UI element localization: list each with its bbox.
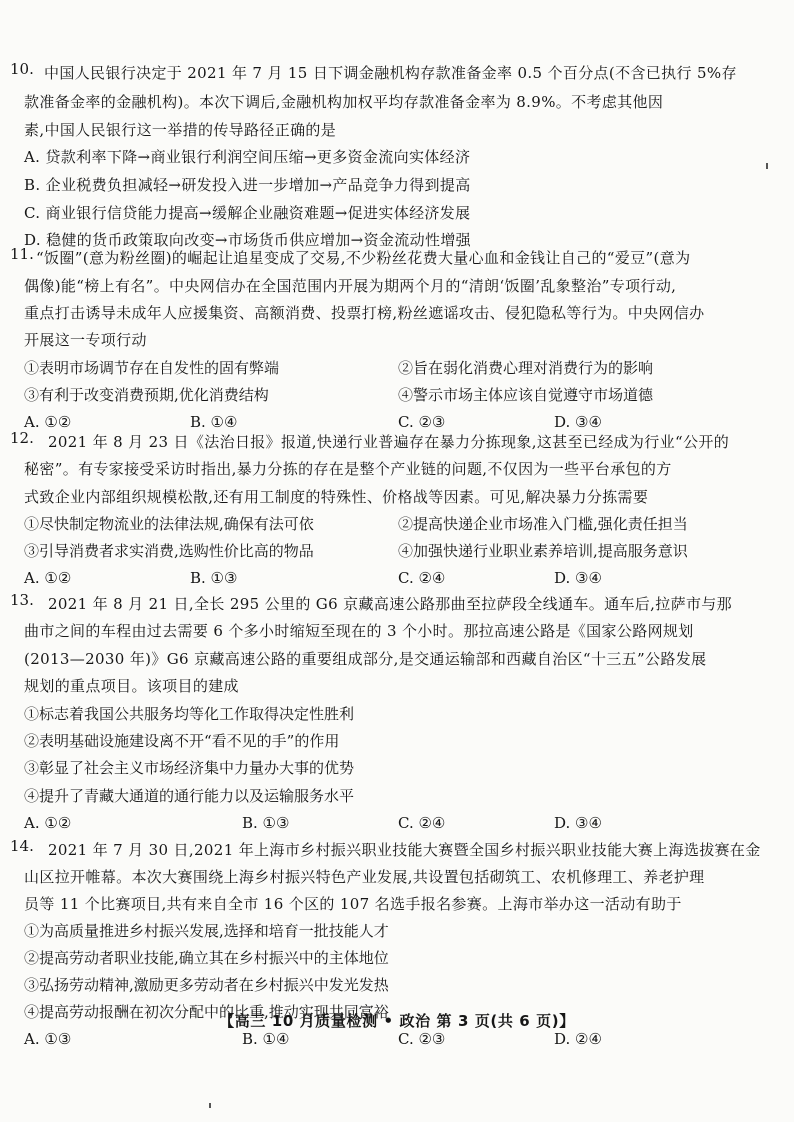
question-stem-line: 中国人民银行决定于 2021 年 7 月 15 日下调金融机构存款准备金率 0.5 个百分点(不含已执行 5%存 bbox=[44, 64, 737, 82]
statement-1: ①尽快制定物流业的法律法规,确保有法可依 bbox=[24, 515, 314, 533]
question-stem-line: 2021 年 8 月 21 日,全长 295 公里的 G6 京藏高速公路那曲至拉萨段全线通车。通车后,拉萨市与那 bbox=[48, 595, 733, 613]
answer-a: A. ①② bbox=[24, 814, 72, 832]
page-footer: 【高三 10 月质量检测 • 政治 第 3 页(共 6 页)】 bbox=[219, 1012, 575, 1030]
question-stem-line: 曲市之间的车程由过去需要 6 个多小时缩短至现在的 3 个小时。那拉高速公路是《国家公路网规划 bbox=[24, 622, 694, 640]
question-number: 11. bbox=[10, 245, 34, 263]
statement-2: ②表明基础设施建设离不开“看不见的手”的作用 bbox=[24, 732, 340, 750]
statement-2: ②旨在弱化消费心理对消费行为的影响 bbox=[398, 359, 654, 377]
question-stem-line: 秘密”。有专家接受采访时指出,暴力分拣的存在是整个产业链的问题,不仅因为一些平台承包的方 bbox=[24, 460, 672, 478]
statement-3: ③引导消费者求实消费,选购性价比高的物品 bbox=[24, 542, 314, 560]
scan-speck bbox=[209, 1103, 211, 1108]
statement-4: ④加强快递行业职业素养培训,提高服务意识 bbox=[398, 542, 688, 560]
question-number: 10. bbox=[10, 60, 34, 78]
statement-2: ②提高劳动者职业技能,确立其在乡村振兴中的主体地位 bbox=[24, 949, 389, 967]
statement-1: ①表明市场调节存在自发性的固有弊端 bbox=[24, 359, 280, 377]
statement-3: ③弘扬劳动精神,激励更多劳动者在乡村振兴中发光发热 bbox=[24, 976, 389, 994]
question-stem-line: 素,中国人民银行这一举措的传导路径正确的是 bbox=[24, 121, 337, 139]
option-a: A. 贷款利率下降→商业银行利润空间压缩→更多资金流向实体经济 bbox=[24, 148, 471, 166]
answer-c: C. ②④ bbox=[398, 814, 446, 832]
question-stem-line: 2021 年 8 月 23 日《法治日报》报道,快递行业普遍存在暴力分拣现象,这甚至已经成为行业“公开的 bbox=[48, 433, 730, 451]
question-stem-line: (2013—2030 年)》G6 京藏高速公路的重要组成部分,是交通运输部和西藏自治区“十三五”公路发展 bbox=[24, 650, 707, 668]
answer-b: B. ①③ bbox=[242, 814, 290, 832]
question-stem-line: 规划的重点项目。该项目的建成 bbox=[24, 677, 239, 695]
question-number: 14. bbox=[10, 837, 34, 855]
answer-b: B. ①④ bbox=[190, 413, 238, 431]
question-stem-line: 开展这一专项行动 bbox=[24, 331, 147, 349]
answer-d: D. ③④ bbox=[554, 413, 602, 431]
answer-c: C. ②③ bbox=[398, 413, 446, 431]
answer-c: C. ②④ bbox=[398, 569, 446, 587]
question-stem-line: 式致企业内部组织规模松散,还有用工制度的特殊性、价格战等因素。可见,解决暴力分拣需要 bbox=[24, 488, 649, 506]
question-number: 12. bbox=[10, 429, 34, 447]
question-stem-line: “饭圈”(意为粉丝圈)的崛起让追星变成了交易,不少粉丝花费大量心血和金钱让自己的“爱豆”(意为 bbox=[36, 249, 691, 267]
question-stem-line: 员等 11 个比赛项目,共有来自全市 16 个区的 107 名选手报名参赛。上海市举办这一活动有助于 bbox=[24, 895, 682, 913]
question-number: 13. bbox=[10, 591, 34, 609]
statement-2: ②提高快递企业市场准入门槛,强化责任担当 bbox=[398, 515, 688, 533]
option-d: D. 稳健的货币政策取向改变→市场货币供应增加→资金流动性增强 bbox=[24, 231, 472, 249]
answer-d: D. ③④ bbox=[554, 569, 602, 587]
answer-a: A. ①② bbox=[24, 413, 72, 431]
statement-1: ①标志着我国公共服务均等化工作取得决定性胜利 bbox=[24, 705, 355, 723]
question-stem-line: 偶像)能“榜上有名”。中央网信办在全国范围内开展为期两个月的“清朗‘饭圈’乱象整治”专项行动, bbox=[24, 277, 677, 295]
answer-c: C. ②③ bbox=[398, 1030, 446, 1048]
question-stem-line: 款准备金率的金融机构)。本次下调后,金融机构加权平均存款准备金率为 8.9%。不考虑其他因 bbox=[24, 93, 664, 111]
question-stem-line: 重点打击诱导未成年人应援集资、高额消费、投票打榜,粉丝遮谣攻击、侵犯隐私等行为。中央网信办 bbox=[24, 304, 705, 322]
statement-3: ③彰显了社会主义市场经济集中力量办大事的优势 bbox=[24, 759, 355, 777]
question-stem-line: 2021 年 7 月 30 日,2021 年上海市乡村振兴职业技能大赛暨全国乡村振兴职业技能大赛上海选拔赛在金 bbox=[48, 841, 761, 859]
answer-b: B. ①④ bbox=[242, 1030, 290, 1048]
answer-d: D. ③④ bbox=[554, 814, 602, 832]
question-stem-line: 山区拉开帷幕。本次大赛围绕上海乡村振兴特色产业发展,共设置包括砌筑工、农机修理工、养老护理 bbox=[24, 868, 705, 886]
option-b: B. 企业税费负担减轻→研发投入进一步增加→产品竞争力得到提高 bbox=[24, 176, 471, 194]
statement-4: ④提升了青藏大通道的通行能力以及运输服务水平 bbox=[24, 787, 355, 805]
scan-speck bbox=[766, 163, 768, 169]
statement-3: ③有利于改变消费预期,优化消费结构 bbox=[24, 386, 269, 404]
statement-4: ④警示市场主体应该自觉遵守市场道德 bbox=[398, 386, 654, 404]
statement-1: ①为高质量推进乡村振兴发展,选择和培育一批技能人才 bbox=[24, 922, 389, 940]
answer-a: A. ①② bbox=[24, 569, 72, 587]
statement-4: ④提高劳动报酬在初次分配中的比重,推动实现共同富裕 bbox=[24, 1003, 389, 1021]
option-c: C. 商业银行信贷能力提高→缓解企业融资难题→促进实体经济发展 bbox=[24, 204, 471, 222]
answer-d: D. ②④ bbox=[554, 1030, 602, 1048]
answer-a: A. ①③ bbox=[24, 1030, 72, 1048]
answer-b: B. ①③ bbox=[190, 569, 238, 587]
